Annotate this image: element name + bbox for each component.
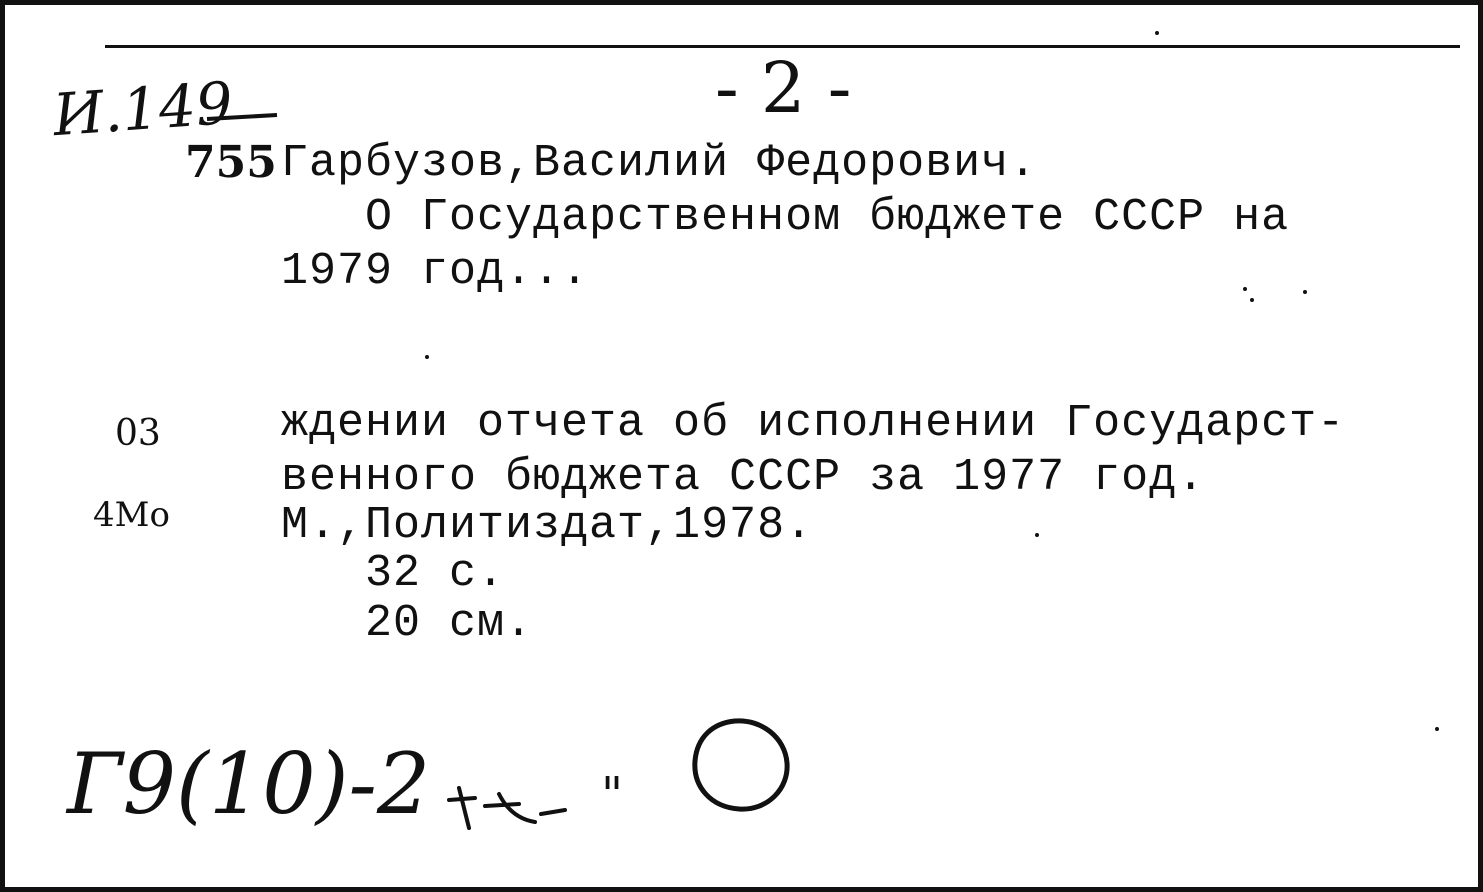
body-line-2: венного бюджета СССР за 1977 год. bbox=[281, 452, 1206, 503]
classification-mark: Г9(10)-2 bbox=[67, 735, 431, 833]
title-line-2: 1979 год... bbox=[281, 246, 590, 297]
page-number: - 2 - bbox=[715, 47, 852, 129]
size-line: 20 см. bbox=[365, 598, 534, 649]
hand-drawn-circle bbox=[687, 715, 797, 815]
handwritten-number: 755 bbox=[185, 137, 277, 188]
handwritten-id: И.149 bbox=[50, 68, 235, 150]
scan-speck bbox=[1250, 298, 1254, 302]
imprint-line: М.,Политиздат,1978. bbox=[281, 500, 814, 551]
classification-scribble bbox=[445, 780, 575, 840]
title-line-1: О Государственном бюджете СССР на bbox=[365, 192, 1290, 243]
scan-speck bbox=[1035, 533, 1039, 537]
scan-speck bbox=[1435, 727, 1439, 731]
scan-speck bbox=[1243, 287, 1247, 291]
pages-line: 32 с. bbox=[365, 548, 506, 599]
margin-note-1: 03 bbox=[115, 413, 161, 454]
scan-speck bbox=[425, 355, 429, 359]
author-heading: Гарбузов,Василий Федорович. bbox=[281, 138, 1038, 189]
scan-speck bbox=[1303, 290, 1307, 294]
handwritten-underline-stroke bbox=[205, 105, 285, 125]
margin-note-2: 4Мо bbox=[93, 495, 170, 535]
scan-speck bbox=[1155, 31, 1159, 35]
body-line-1: ждении отчета об исполнении Государст- bbox=[281, 398, 1346, 449]
classification-suffix: " bbox=[601, 767, 624, 823]
